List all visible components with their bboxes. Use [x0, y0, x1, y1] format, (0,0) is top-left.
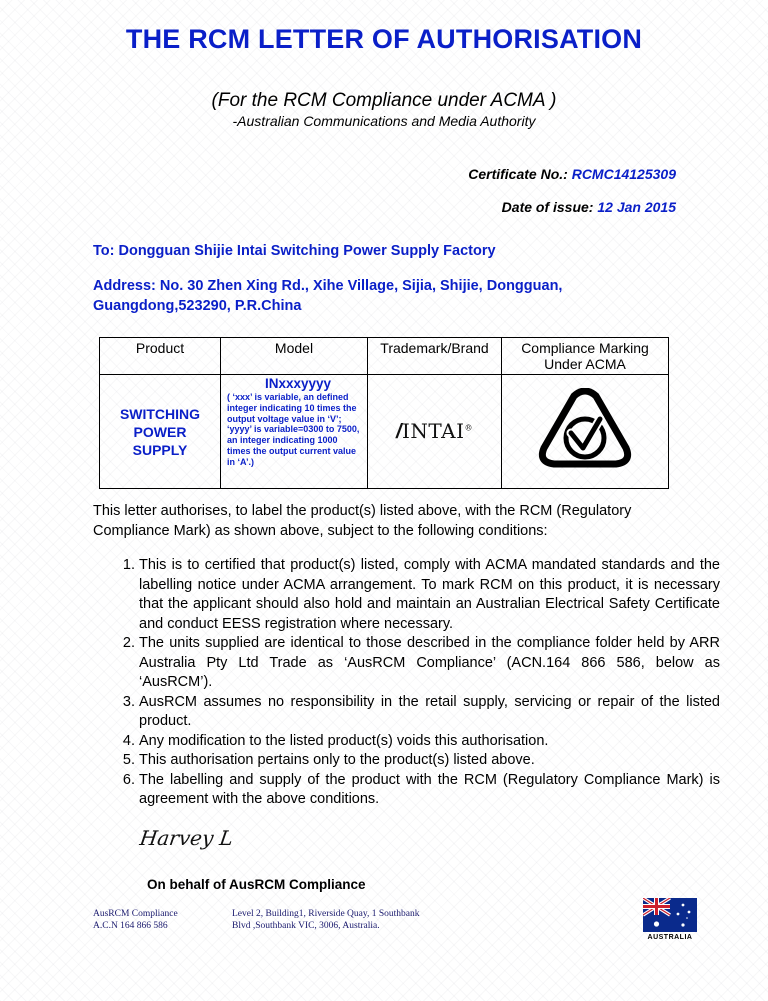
certificate-number-label: Certificate No.:: [468, 166, 568, 182]
recipient-name: To: Dongguan Shijie Intai Switching Power Supply Factory: [93, 243, 496, 259]
header-compliance-marking: Compliance Marking Under ACMA: [502, 338, 669, 375]
letter-title: THE RCM LETTER OF AUTHORISATION: [125, 24, 643, 54]
condition-item: 1. This is to certified that product(s) listed, comply with ACMA mandated standards and the labelling notice under ACMA arrangement. To mark RCM on this product, it is necessary that the applicant should also hold and maintain an Australian Electrical Safety Certificate and conduct EESS registration where necessary.: [139, 556, 720, 634]
footer-address-line1: Level 2, Building1, Riverside Quay, 1 Southbank: [232, 909, 420, 919]
footer-address-line2: Blvd ,Southbank VIC, 3006, Australia.: [232, 921, 380, 931]
certificate-number-line: [468, 166, 676, 182]
header-trademark: Trademark/Brand: [368, 338, 502, 375]
condition-item: 4. Any modification to the listed product(s) voids this authorisation.: [139, 732, 720, 752]
footer-company-name: AusRCM Compliance: [93, 909, 178, 919]
footer-company: [93, 908, 178, 932]
condition-item: 6. The labelling and supply of the product with the RCM (Regulatory Compliance Mark) is agreement with the above conditions.: [139, 771, 720, 810]
date-of-issue-line: [502, 199, 676, 215]
brand-name: INTAI: [402, 419, 465, 443]
product-name: SWITCHING POWER SUPPLY: [119, 405, 201, 458]
intro-paragraph: This letter authorises, to label the product(s) listed above, with the RCM (Regulatory Compliance Mark) as shown above, subject to the following conditions:: [93, 503, 632, 539]
conditions-list: [95, 556, 720, 810]
date-of-issue-label: Date of issue:: [501, 199, 594, 215]
recipient-address: Address: No. 30 Zhen Xing Rd., Xihe Village, Sijia, Shijie, Dongguan, Guangdong,523290, P.R.China: [93, 278, 563, 314]
header-model: Model: [221, 338, 368, 375]
model-name: INxxxyyyy: [264, 376, 332, 391]
model-note: ( ‘xxx’ is variable, an defined integer indicating 10 times the output voltage value in ‘V’; ‘yyyy’ is variable=0300 to 7500, an integer indicating 1000 times the output current value in ‘A’.): [227, 392, 360, 467]
condition-item: 5. This authorisation pertains only to the product(s) listed above.: [139, 751, 720, 771]
letter-subtitle-authority: -Australian Communications and Media Authority: [232, 113, 536, 129]
table-row: [100, 375, 669, 489]
certificate-number-value: RCMC14125309: [571, 166, 676, 182]
condition-item: 3. AusRCM assumes no responsibility in the retail supply, servicing or repair of the listed product.: [139, 693, 720, 732]
rcm-mark-icon: [538, 457, 632, 474]
flag-label: AUSTRALIA: [647, 934, 693, 941]
brand-cell: [368, 375, 502, 489]
product-table: [99, 337, 669, 489]
date-of-issue-value: 12 Jan 2015: [597, 199, 676, 215]
footer-acn: A.C.N 164 866 586: [93, 921, 168, 931]
behalf-line: On behalf of AusRCM Compliance: [147, 877, 366, 892]
model-cell: [221, 375, 368, 489]
australia-flag-icon: [643, 898, 697, 932]
header-product: Product: [100, 338, 221, 375]
intai-brand-logo: /INTAI®: [395, 419, 474, 443]
condition-item: 2. The units supplied are identical to those described in the compliance folder held by ARR Australia Pty Ltd Trade as ‘AusRCM Compliance’ (ACN.164 866 586, below as ‘AusRCM’).: [139, 634, 720, 693]
letter-subtitle: (For the RCM Compliance under ACMA ): [211, 90, 557, 111]
footer-address: [232, 908, 420, 932]
table-header-row: [100, 338, 669, 375]
product-cell: [100, 375, 221, 489]
handwritten-signature: Harvey L: [138, 826, 235, 850]
compliance-mark-cell: [502, 375, 669, 489]
